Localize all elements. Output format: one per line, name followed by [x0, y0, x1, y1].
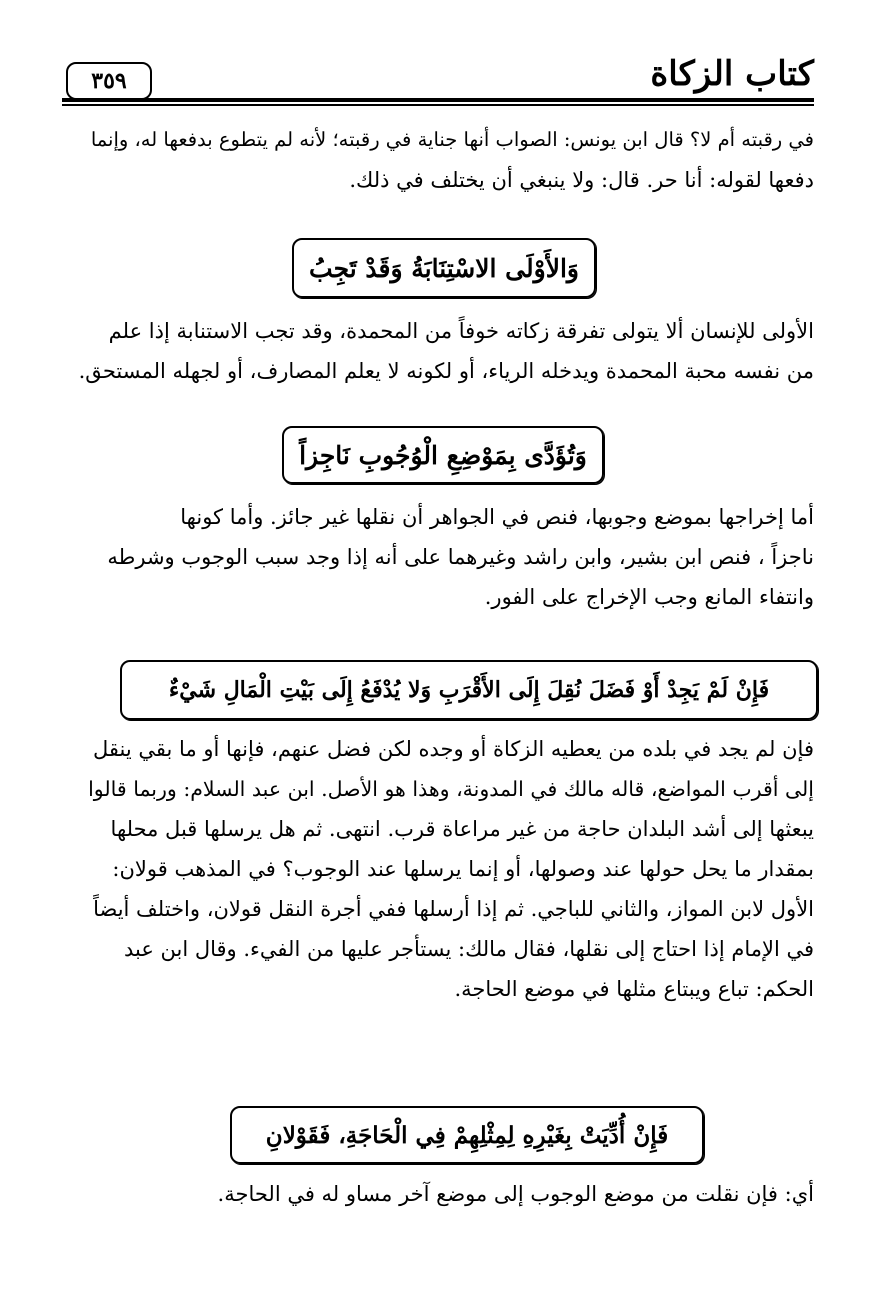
paragraph-5	[78, 1174, 814, 1214]
section-heading-3: فَإِنْ لَمْ يَجِدْ أَوْ فَضَلَ نُقِلَ إِلَى الأَقْرَبِ وَلا يُدْفَعُ إِلَى بَيْتِ الْمَالِ شَيْءٌ	[120, 660, 818, 720]
section-heading-4: فَإِنْ أُدِّيَتْ بِغَيْرِهِ لِمِثْلِهِمْ فِي الْحَاجَةِ، فَقَوْلانِ	[230, 1106, 704, 1164]
header-rule-thick	[62, 98, 814, 102]
text-line: ناجزاً ، فنص ابن بشير، وابن راشد وغيرهما على أنه إذا وجد سبب الوجوب وشرطه	[107, 545, 814, 569]
text-line: أي: فإن نقلت من موضع الوجوب إلى موضع آخر مساو له في الحاجة.	[217, 1182, 814, 1206]
text-line: في رقبته أم لا؟ قال ابن يونس: الصواب أنها جناية في رقبته؛ لأنه لم يتطوع بدفعها له، وإنما	[90, 128, 814, 151]
paragraph-4	[78, 729, 814, 1009]
page-number: ٣٥٩	[66, 62, 152, 100]
section-heading-2: وَتُؤَدَّى بِمَوْضِعِ الْوُجُوبِ نَاجِزاً	[282, 426, 604, 484]
paragraph-1	[78, 120, 814, 200]
text-line: أما إخراجها بموضع وجوبها، فنص في الجواهر أن نقلها غير جائز. وأما كونها	[180, 505, 814, 529]
header-rule-thin	[62, 104, 814, 106]
text-line: الأول لابن المواز، والثاني للباجي. ثم إذا أرسلها ففي أجرة النقل قولان، واختلف أيضاً	[93, 897, 814, 921]
text-line: فإن لم يجد في بلده من يعطيه الزكاة أو وجده لكن فضل عنهم، فإنها أو ما بقي ينقل	[93, 737, 814, 761]
text-line: إلى أقرب المواضع، قاله مالك في المدونة، وهذا هو الأصل. ابن عبد السلام: وربما قالوا	[88, 777, 814, 801]
text-line: من نفسه محبة المحمدة ويدخله الرياء، أو لكونه لا يعلم المصارف، أو لجهله المستحق.	[78, 359, 814, 383]
page-header	[62, 52, 814, 108]
section-heading-1: وَالأَوْلَى الاسْتِنَابَةُ وَقَدْ تَجِبُ	[292, 238, 596, 298]
text-line: بمقدار ما يحل حولها عند وصولها، أو إنما يرسلها عند الوجوب؟ في المذهب قولان:	[112, 857, 814, 881]
text-line: يبعثها إلى أشد البلدان حاجة من غير مراعاة قرب. انتهى. ثم هل يرسلها قبل محلها	[110, 817, 814, 841]
paragraph-2	[78, 311, 814, 391]
text-line: وانتفاء المانع وجب الإخراج على الفور.	[484, 585, 814, 609]
book-title: كتاب الزكاة	[650, 54, 814, 94]
text-line: الحكم: تباع ويبتاع مثلها في موضع الحاجة.	[454, 977, 814, 1001]
text-line: الأولى للإنسان ألا يتولى تفرقة زكاته خوفاً من المحمدة، وقد تجب الاستنابة إذا علم	[108, 319, 814, 343]
paragraph-3	[78, 497, 814, 617]
text-line: دفعها لقوله: أنا حر. قال: ولا ينبغي أن يختلف في ذلك.	[349, 168, 814, 192]
text-line: في الإمام إذا احتاج إلى نقلها، فقال مالك: يستأجر عليها من الفيء. وقال ابن عبد	[123, 937, 814, 961]
